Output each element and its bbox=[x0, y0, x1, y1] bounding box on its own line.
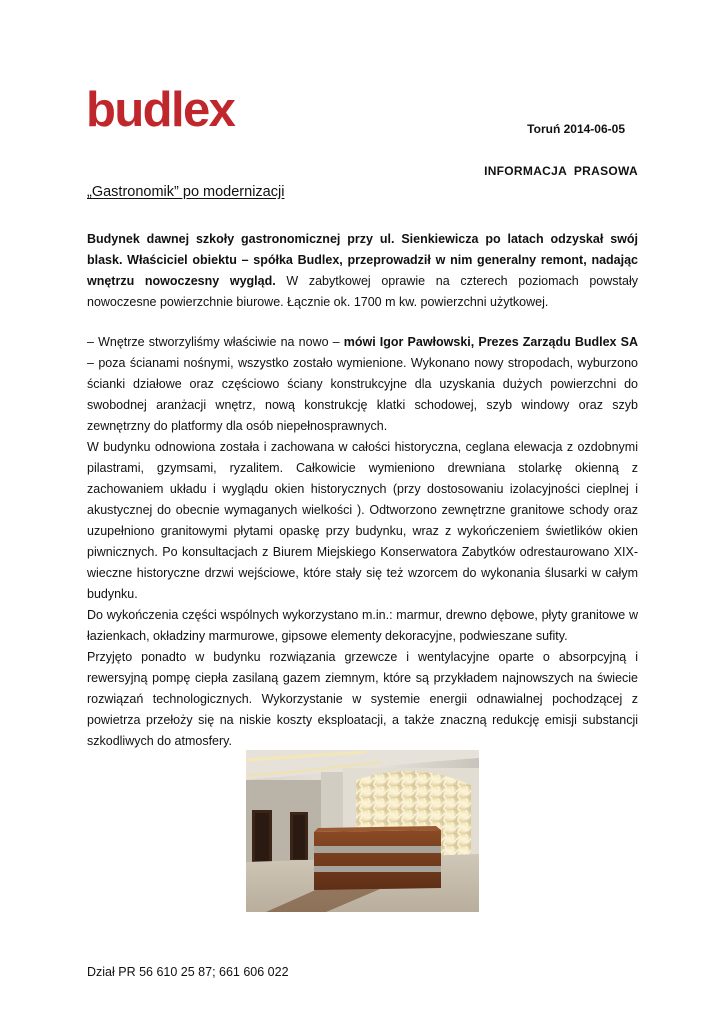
quote-and-details-block bbox=[87, 332, 638, 647]
quote-paragraph bbox=[87, 332, 638, 437]
press-release-date: Toruń 2014-06-05 bbox=[527, 122, 625, 136]
lobby-photo bbox=[246, 750, 479, 912]
quote-intro: – Wnętrze stworzyliśmy właściwie na nowo – bbox=[87, 335, 344, 349]
lead-paragraph bbox=[87, 229, 638, 313]
quote-text: – poza ścianami nośnymi, wszystko zostało wymienione. Wykonano nowy stropodach, wyburzono ścianki działowe oraz częściowo ściany konstrukcyjne dla uzyskania dużych powierzchni do swobodnej aranżacji wnętrz, nową konstrukcję klatki schodowej, szyb windowy oraz szyb zewnętrzny do platformy dla osób niepełnosprawnych. bbox=[87, 356, 638, 433]
materials-paragraph: Do wykończenia części wspólnych wykorzystano m.in.: marmur, drewno dębowe, płyty granitowe w łazienkach, okładziny marmurowe, gipsowe elementy dekoracyjne, podwieszane sufity. bbox=[87, 608, 638, 643]
energy-block bbox=[87, 647, 638, 752]
pr-contact-footer: Dział PR 56 610 25 87; 661 606 022 bbox=[87, 965, 289, 979]
energy-paragraph: Przyjęto ponadto w budynku rozwiązania grzewcze i wentylacyjne oparte o absorpcyjną i rewersyjną pompę ciepła zasilaną gazem ziemnym, które są przykładem najnowszych na świecie rozwiązań technologicznych. Wykorzystanie w systemie energii odnawialnej pochodzącej z powietrza przełoży się na niskie koszty eksploatacji, a także znaczną redukcję emisji substancji szkodliwych do atmosfery. bbox=[87, 650, 638, 748]
article-title: „Gastronomik” po modernizacji bbox=[87, 184, 285, 200]
lead-normal-text: W zabytkowej oprawie na czterech poziomach powstały nowoczesne powierzchnie biurowe. Łącznie ok. 1700 m kw. powierzchni użytkowej. bbox=[87, 274, 638, 309]
lead-bold-text: Budynek dawnej szkoły gastronomicznej przy ul. Sienkiewicza po latach odzyskał swój blask. Właściciel obiektu – spółka Budlex, przeprowadził w nim generalny remont, nadając wnętrzu nowoczesny wygląd. bbox=[87, 232, 638, 288]
budlex-logo: budlex bbox=[86, 83, 235, 137]
document-type-label: INFORMACJA PRASOWA bbox=[484, 164, 638, 178]
facade-paragraph: W budynku odnowiona została i zachowana w całości historyczna, ceglana elewacja z ozdobnymi pilastrami, gzymsami, ryzalitem. Całkowicie wymieniono drewniana stolarkę okienną z zachowaniem układu i wyglądu okien historycznych (przy dostosowaniu izolacyjności cieplnej i akustycznej do obecnie wymaganych wielkości ). Odtworzono zewnętrzne granitowe schody oraz uzupełniono granitowymi płytami opaskę przy budynku, wraz z wykończeniem świetlików okien piwnicznych. Po konsultacjach z Biurem Miejskiego Konserwatora Zabytków odrestaurowano XIX- wieczne historyczne drzwi wejściowe, które stały się też wzorcem do wykonania ślusarki w całym budynku. bbox=[87, 440, 638, 601]
quote-speaker: mówi Igor Pawłowski, Prezes Zarządu Budlex SA bbox=[343, 335, 638, 349]
